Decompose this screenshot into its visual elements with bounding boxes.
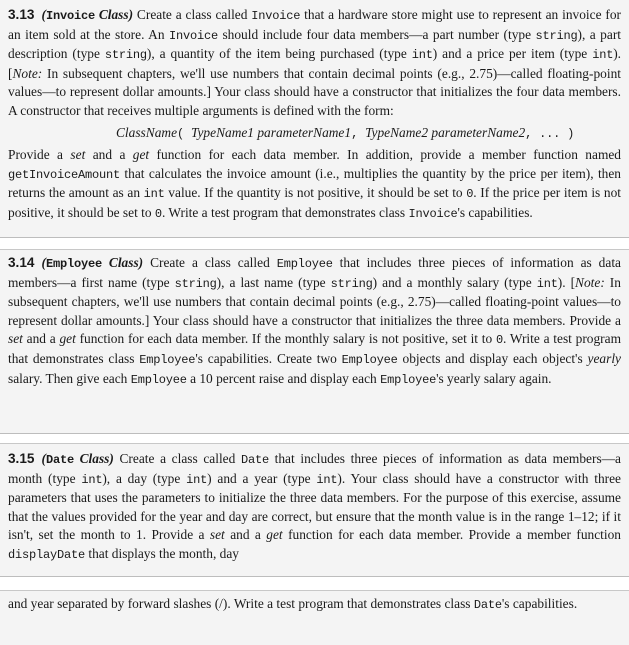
constructor-syntax: ClassName( TypeName1 parameterName1, TypeName2 parameterName2, ... )	[116, 124, 575, 141]
exercise-3-13-requirements: Provide a set and a get function for each data member. In addition, provide a member function named getInvoiceAmount that calculates the invoice amount (i.e., multiplies the quantity by the price per item), then returns the amount as an int value. If the quantity is not positive, it should be set to 0. If the price per item is not positive, it should be set to 0. Write a test program that demonstrates class Invoice's capabilities.	[8, 147, 621, 221]
continuation-text: and year separated by forward slashes (/). Write a test program that demonstrates class Date's capabilities.	[8, 596, 578, 612]
exercise-title: (Invoice Class)	[41, 7, 134, 23]
exercise-number: 3.13	[8, 7, 35, 22]
note-label: Note:	[12, 65, 43, 81]
exercise-title: (Date Class)	[41, 451, 114, 467]
exercise-3-15-continuation	[0, 590, 629, 645]
exercise-3-14	[0, 249, 629, 434]
exercise-3-14-statement: 3.14 (Employee Class) Create a class called Employee that includes three pieces of information as data members—a first name (type string), a last name (type string) and a monthly salary (type int). [Note: In subsequent chapters, we'll use numbers that contain decimal points (e.g., 2.75)—called floating-point values—to represent dollar amounts.] Your class should have a constructor that initializes the three data members. Provide a set and a get function for each data member. If the monthly salary is not positive, set it to 0. Write a test program that demonstrates class Employee's capabilities. Create two Employee objects and display each object's yearly salary. Then give each Employee a 10 percent raise and display each Employee's yearly salary again.	[8, 255, 622, 387]
exercise-3-15	[0, 443, 629, 577]
exercise-number: 3.15	[8, 451, 35, 466]
exercise-3-13	[0, 0, 629, 238]
note-label: Note:	[575, 274, 605, 290]
exercise-3-13-statement: 3.13 (Invoice Class) Create a class called Invoice that a hardware store might use to represent an invoice for an item sold at the store. An Invoice should include four data members—a part number (type string), a part description (type string), a quantity of the item being purchased (type int) and a price per item (type int). [Note: In subsequent chapters, we'll use numbers that contain decimal points (e.g., 2.75)—called floating-point values—to represent dollar amounts.] Your class should have a constructor that initializes the four data members. A constructor that receives multiple arguments is defined with the form:	[8, 7, 622, 118]
exercise-3-15-statement: 3.15 (Date Class) Create a class called Date that includes three pieces of information as data members—a month (type int), a day (type int) and a year (type int). Your class should have a constructor with three parameters that uses the parameters to initialize the three data members. For the purpose of this exercise, assume that the values provided for the year and day are correct, but ensure that the month value is in the range 1–12; if it isn't, set the month to 1. Provide a set and a get function for each data member. Provide a member function displayDate that displays the month, day	[8, 451, 621, 562]
exercise-title: (Employee Class)	[41, 255, 144, 271]
exercise-number: 3.14	[8, 255, 35, 270]
